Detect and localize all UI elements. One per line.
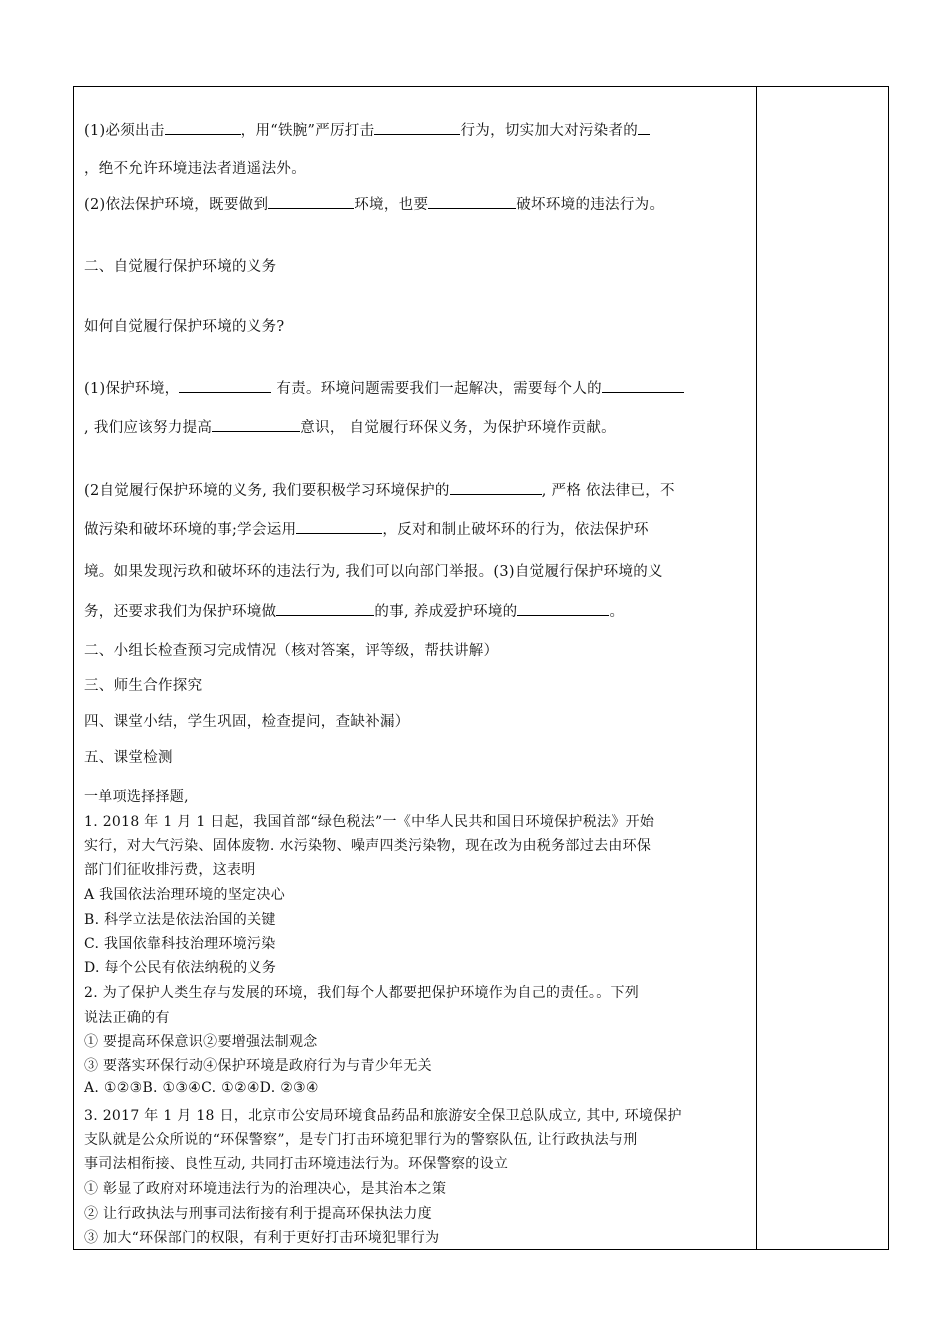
text: (1)保护环境， (84, 381, 180, 397)
duty-line-4 (84, 518, 649, 539)
text: (2自觉履行保护环境的义务, 我们要积极学习环境保护的 (84, 483, 450, 499)
quiz-option: A. ①②③B. ①③④C. ①②④D. ②③④ (84, 1080, 319, 1096)
quiz-option: C. 我国依靠科技治理环境污染 (84, 936, 276, 952)
duty-line-5: 境。如果发现污玖和破坏环的违法行为, 我们可以向部门举报。(3)自觉履行保护环境的义 (84, 564, 663, 580)
text: 意识， 自觉履行环保义务，为保护环境作贡献。 (300, 420, 616, 436)
section-heading: 二、自觉履行保护环境的义务 (84, 259, 277, 275)
blank (517, 603, 609, 616)
step-summary: 四、课堂小结，学生巩固，检查提问，查缺补漏） (84, 714, 410, 730)
text: 的事, 养成爱护环境的 (374, 604, 518, 620)
blank (374, 122, 460, 135)
quiz-line: ③ 要落实环保行动④保护环境是政府行为与青少年无关 (84, 1058, 432, 1074)
law-line-1 (84, 119, 650, 140)
step-explore: 三、师生合作探究 (84, 678, 203, 694)
question-line: 如何自觉履行保护环境的义务? (84, 319, 285, 335)
text: , 我们应该努力提高 (84, 420, 213, 436)
quiz-line: 3. 2017 年 1 月 18 日，北京市公安局环境食品药品和旅游安全保卫总队成立, 其中, 环境保护 (84, 1108, 682, 1124)
worksheet-table (73, 86, 889, 1250)
text: ，用“铁腕”严厉打击 (240, 123, 375, 139)
quiz-line: ② 让行政执法与刑事司法衔接有利于提高环保执法力度 (84, 1206, 432, 1222)
quiz-line: 一单项选择择题, (84, 789, 189, 805)
step-check: 二、小组长检查预习完成情况（核对答案，评等级，帮扶讲解） (84, 643, 499, 659)
text: , 严格 依法律已，不 (541, 483, 675, 499)
quiz-line: ③ 加大“环保部门的权限，有利于更好打击环境犯罪行为 (84, 1230, 440, 1246)
quiz-option: D. 每个公民有依法纳税的义务 (84, 960, 277, 976)
text: ，反对和制止破坏环的行为，依法保护环 (382, 522, 649, 538)
duty-line-6 (84, 600, 624, 621)
quiz-option: A 我国依法治理环境的坚定决心 (84, 887, 286, 903)
blank (212, 419, 300, 432)
text: 做污染和破坏环境的事;学会运用 (84, 522, 297, 538)
quiz-line: 1. 2018 年 1 月 1 日起，我国首部“绿色税法”一《中华人民共和国日环境保护税法》开始 (84, 814, 655, 830)
blank (179, 380, 271, 393)
blank (450, 482, 542, 495)
text: (2)依法保护环境，既要做到 (84, 197, 269, 213)
column-divider (756, 87, 757, 1249)
duty-line-3 (84, 479, 675, 500)
text: 务，还要求我们为保护环境做 (84, 604, 277, 620)
quiz-option: B. 科学立法是依法治国的关键 (84, 912, 276, 928)
text: 环境，也要 (354, 197, 429, 213)
blank (165, 122, 241, 135)
quiz-line: 部门们征收排污费，这表明 (84, 862, 256, 878)
quiz-line: 说法正确的有 (84, 1010, 170, 1026)
blank (276, 603, 374, 616)
text: 行为，切实加大对污染者的 (460, 123, 639, 139)
quiz-line: 2. 为了保护人类生存与发展的环境，我们每个人都要把保护环境作为自己的责任。。下列 (84, 985, 640, 1001)
blank (428, 196, 516, 209)
duty-line-2 (84, 416, 616, 437)
text: 破坏环境的违法行为。 (516, 197, 665, 213)
blank (268, 196, 354, 209)
quiz-line: 实行，对大气污染、固体废物. 水污染物、噪声四类污染物，现在改为由税务部过去由环保 (84, 838, 652, 854)
text: 有责。环境问题需要我们一起解决，需要每个人的 (271, 381, 602, 397)
quiz-line: 支队就是公众所说的“环保警察”，是专门打击环境犯罪行为的警察队伍, 让行政执法与刑 (84, 1132, 638, 1148)
duty-line-1 (84, 377, 684, 398)
law-line-2: ，绝不允许环境违法者逍遥法外。 (84, 161, 306, 177)
quiz-line: ① 要提高环保意识②要增强法制观念 (84, 1034, 318, 1050)
step-test: 五、课堂检测 (84, 750, 173, 766)
law-line-3 (84, 193, 664, 214)
blank (638, 122, 650, 135)
text: (1)必须出击 (84, 123, 165, 139)
quiz-line: 事司法相衔接、良性互动, 共同打击环境违法行为。环保警察的设立 (84, 1156, 509, 1172)
text: 。 (609, 604, 625, 620)
quiz-line: ① 彰显了政府对环境违法行为的治理决心，是其治本之策 (84, 1181, 447, 1197)
blank (602, 380, 684, 393)
blank (296, 521, 382, 534)
